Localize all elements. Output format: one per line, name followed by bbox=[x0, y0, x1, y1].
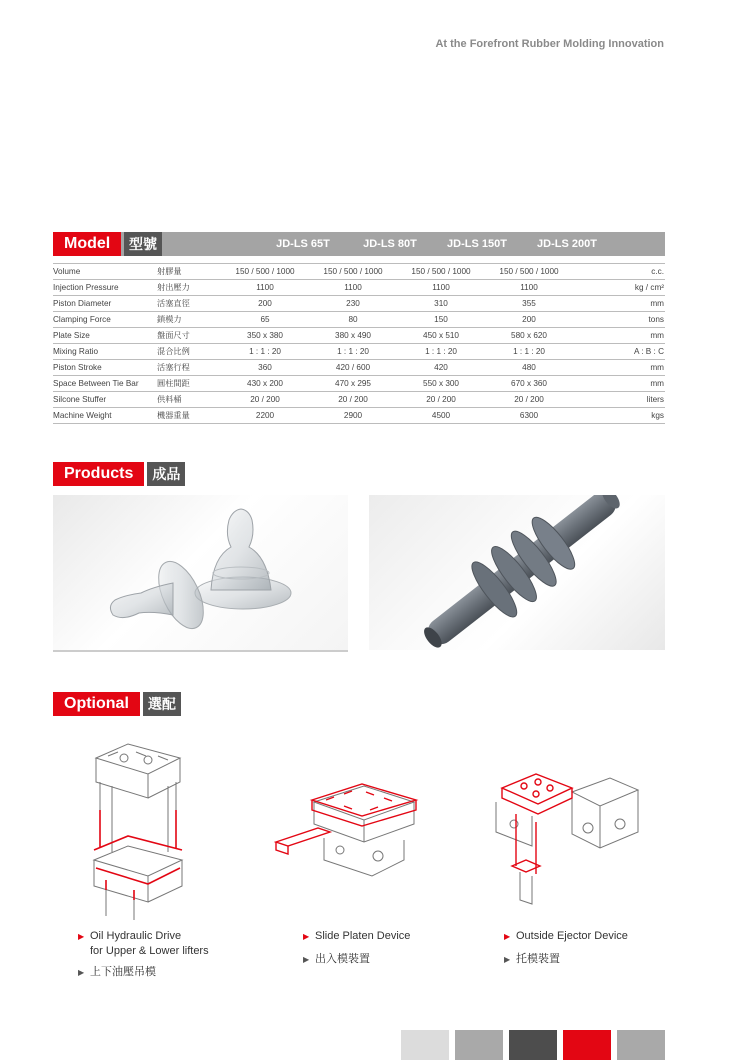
spec-value: 310 bbox=[397, 296, 485, 312]
products-title: Products bbox=[53, 462, 144, 486]
spec-row bbox=[53, 264, 665, 280]
model-name-200t: JD-LS 200T bbox=[537, 238, 597, 250]
spec-row bbox=[53, 376, 665, 392]
option-caption-slide-platen bbox=[303, 929, 410, 967]
spec-label-zh: 混合比例 bbox=[157, 344, 221, 360]
option-2-zh: 出入模裝置 bbox=[315, 953, 370, 965]
spec-value: 20 / 200 bbox=[221, 392, 309, 408]
spec-value: 6300 bbox=[485, 408, 573, 424]
option-caption-hydraulic bbox=[78, 929, 209, 980]
spec-value: 480 bbox=[485, 360, 573, 376]
spec-unit: mm bbox=[573, 360, 665, 376]
spec-value: 1 : 1 : 20 bbox=[485, 344, 573, 360]
spec-row bbox=[53, 344, 665, 360]
spec-unit: kgs bbox=[573, 408, 665, 424]
spec-value: 200 bbox=[485, 312, 573, 328]
spec-label-zh: 鎖模力 bbox=[157, 312, 221, 328]
spec-unit: liters bbox=[573, 392, 665, 408]
spec-value: 4500 bbox=[397, 408, 485, 424]
spec-value: 360 bbox=[221, 360, 309, 376]
spec-label-en: Piston Stroke bbox=[53, 360, 157, 376]
spec-label-en: Plate Size bbox=[53, 328, 157, 344]
model-name-150t: JD-LS 150T bbox=[447, 238, 507, 250]
spec-label-en: Silcone Stuffer bbox=[53, 392, 157, 408]
slide-platen-illustration bbox=[274, 780, 424, 885]
spec-value: 150 / 500 / 1000 bbox=[221, 264, 309, 280]
spec-label-en: Mixing Ratio bbox=[53, 344, 157, 360]
spec-unit: A : B : C bbox=[573, 344, 665, 360]
color-swatch-grey-2 bbox=[617, 1030, 665, 1060]
spec-value: 150 / 500 / 1000 bbox=[485, 264, 573, 280]
spec-unit: tons bbox=[573, 312, 665, 328]
spec-label-zh: 活塞直徑 bbox=[157, 296, 221, 312]
spec-label-zh: 圓柱間距 bbox=[157, 376, 221, 392]
spec-unit: c.c. bbox=[573, 264, 665, 280]
spec-row bbox=[53, 408, 665, 424]
spec-row bbox=[53, 392, 665, 408]
spec-value: 450 x 510 bbox=[397, 328, 485, 344]
spec-value: 1 : 1 : 20 bbox=[397, 344, 485, 360]
spec-value: 670 x 360 bbox=[485, 376, 573, 392]
spec-value: 2900 bbox=[309, 408, 397, 424]
spec-value: 420 bbox=[397, 360, 485, 376]
spec-value: 150 / 500 / 1000 bbox=[397, 264, 485, 280]
spec-value: 20 / 200 bbox=[397, 392, 485, 408]
spec-label-zh: 機器重量 bbox=[157, 408, 221, 424]
spec-label-zh: 射出壓力 bbox=[157, 280, 221, 296]
spec-unit: mm bbox=[573, 328, 665, 344]
spec-label-en: Machine Weight bbox=[53, 408, 157, 424]
model-name-65t: JD-LS 65T bbox=[276, 238, 330, 250]
spec-value: 230 bbox=[309, 296, 397, 312]
spec-header-bar bbox=[53, 232, 665, 256]
spec-row bbox=[53, 328, 665, 344]
option-caption-ejector bbox=[504, 929, 628, 967]
spec-row bbox=[53, 312, 665, 328]
color-swatch-light-grey bbox=[401, 1030, 449, 1060]
model-title-zh: 型號 bbox=[124, 232, 162, 256]
spec-label-zh: 活塞行程 bbox=[157, 360, 221, 376]
triangle-bullet-icon: ▶ bbox=[303, 955, 310, 964]
spec-label-en: Injection Pressure bbox=[53, 280, 157, 296]
spec-value: 80 bbox=[309, 312, 397, 328]
spec-value: 580 x 620 bbox=[485, 328, 573, 344]
triangle-bullet-icon: ▶ bbox=[303, 932, 310, 941]
triangle-bullet-icon: ▶ bbox=[504, 955, 511, 964]
spec-unit: mm bbox=[573, 296, 665, 312]
spec-unit: mm bbox=[573, 376, 665, 392]
baby-bottle-nipples-photo bbox=[53, 495, 348, 652]
optional-header bbox=[53, 692, 181, 716]
option-1-zh: 上下油壓吊模 bbox=[90, 966, 156, 978]
spec-value: 20 / 200 bbox=[485, 392, 573, 408]
spec-value: 420 / 600 bbox=[309, 360, 397, 376]
spec-value: 200 bbox=[221, 296, 309, 312]
spec-value: 470 x 295 bbox=[309, 376, 397, 392]
hydraulic-lifter-illustration bbox=[88, 740, 188, 925]
option-2-title: Slide Platen Device bbox=[315, 930, 411, 942]
color-swatch-red bbox=[563, 1030, 611, 1060]
spec-row bbox=[53, 360, 665, 376]
spec-value: 350 x 380 bbox=[221, 328, 309, 344]
model-name-80t: JD-LS 80T bbox=[363, 238, 417, 250]
grey-rubber-bellows-photo bbox=[369, 495, 665, 650]
color-swatch-dark-grey bbox=[509, 1030, 557, 1060]
model-title: Model bbox=[53, 232, 121, 256]
spec-label-zh: 盤面尺寸 bbox=[157, 328, 221, 344]
products-title-zh: 成品 bbox=[147, 462, 185, 486]
spec-label-zh: 射膠量 bbox=[157, 264, 221, 280]
spec-value: 1100 bbox=[309, 280, 397, 296]
triangle-bullet-icon: ▶ bbox=[504, 932, 511, 941]
spec-value: 20 / 200 bbox=[309, 392, 397, 408]
spec-value: 1 : 1 : 20 bbox=[309, 344, 397, 360]
products-header bbox=[53, 462, 185, 486]
spec-value: 2200 bbox=[221, 408, 309, 424]
spec-value: 1100 bbox=[397, 280, 485, 296]
spec-label-en: Space Between Tie Bar bbox=[53, 376, 157, 392]
spec-value: 550 x 300 bbox=[397, 376, 485, 392]
optional-title: Optional bbox=[53, 692, 140, 716]
spec-value: 355 bbox=[485, 296, 573, 312]
spec-value: 1 : 1 : 20 bbox=[221, 344, 309, 360]
color-swatch-grey bbox=[455, 1030, 503, 1060]
spec-unit: kg / cm² bbox=[573, 280, 665, 296]
spec-label-en: Volume bbox=[53, 264, 157, 280]
spec-value: 150 bbox=[397, 312, 485, 328]
option-3-zh: 托模裝置 bbox=[516, 953, 560, 965]
spec-row bbox=[53, 280, 665, 296]
triangle-bullet-icon: ▶ bbox=[78, 932, 85, 941]
optional-title-zh: 選配 bbox=[143, 692, 181, 716]
tagline: At the Forefront Rubber Molding Innovation bbox=[435, 38, 664, 50]
option-3-title: Outside Ejector Device bbox=[516, 930, 628, 942]
spec-row bbox=[53, 296, 665, 312]
spec-label-en: Clamping Force bbox=[53, 312, 157, 328]
spec-label-zh: 供料桶 bbox=[157, 392, 221, 408]
spec-value: 1100 bbox=[485, 280, 573, 296]
option-1-title: Oil Hydraulic Drive bbox=[90, 930, 182, 942]
triangle-bullet-icon: ▶ bbox=[78, 968, 85, 977]
spec-value: 1100 bbox=[221, 280, 309, 296]
spec-label-en: Piston Diameter bbox=[53, 296, 157, 312]
outside-ejector-illustration bbox=[492, 766, 642, 911]
spec-value: 380 x 490 bbox=[309, 328, 397, 344]
spec-value: 65 bbox=[221, 312, 309, 328]
spec-table bbox=[53, 263, 665, 424]
spec-value: 150 / 500 / 1000 bbox=[309, 264, 397, 280]
spec-value: 430 x 200 bbox=[221, 376, 309, 392]
option-1-subtitle: for Upper & Lower lifters bbox=[90, 945, 209, 957]
